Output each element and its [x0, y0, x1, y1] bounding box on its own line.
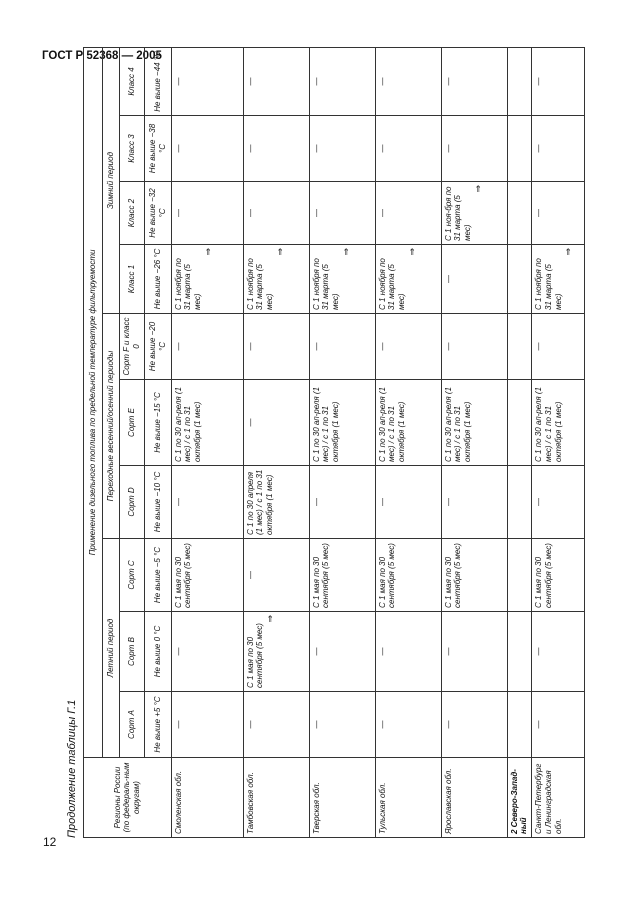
table-row — [375, 47, 441, 837]
fuel-usage-table — [83, 47, 585, 838]
table-cell: — — [532, 466, 585, 539]
continuation-arrow: ⇒ — [563, 248, 574, 256]
table-cell: — — [532, 116, 585, 182]
column-limit-10: Не выше −44 °С — [144, 47, 171, 115]
table-cell: — — [532, 182, 585, 245]
column-limit-1: Не выше +5 °С — [144, 692, 171, 758]
table-cell: — — [375, 612, 441, 692]
table-cell: — — [171, 182, 243, 245]
table-cell: — — [171, 466, 243, 539]
table-cell: — — [441, 47, 507, 115]
table-cell: — — [375, 692, 441, 758]
table-cell: — — [243, 47, 309, 115]
empty-cell — [507, 612, 532, 692]
table-cell: С 1 ноя-бря по 31 марта (5 мес) ⇒ — [441, 182, 507, 245]
table-cell: — — [309, 116, 375, 182]
region-group-row — [507, 47, 532, 837]
table-cell: — — [243, 116, 309, 182]
continuation-arrow: ⇒ — [202, 248, 213, 256]
transition-period-header: Переходные весенний/осенний периоды — [103, 314, 120, 539]
table-cell: С 1 по 30 ап-реля (1 мес) / с 1 по 31 октября (1 мес) — [375, 380, 441, 466]
continuation-arrow: ⇒ — [265, 615, 275, 623]
table-cell: — — [243, 380, 309, 466]
column-name-5: Сорт E — [120, 380, 145, 466]
table-cell: С 1 мая по 30 сентября (5 мес) — [532, 539, 585, 612]
table-cell: — — [309, 47, 375, 115]
column-name-6: Сорт F и класс 0 — [120, 314, 145, 380]
table-cell: С 1 мая по 30 сентября (5 мес) ⇒ — [243, 612, 309, 692]
empty-cell — [507, 380, 532, 466]
table-cell: — — [243, 182, 309, 245]
column-name-9: Класс 3 — [120, 116, 145, 182]
column-limit-5: Не выше −15 °С — [144, 380, 171, 466]
column-limit-3: Не выше −5 °С — [144, 539, 171, 612]
page-number: 12 — [43, 835, 57, 849]
region-column-header: Регионы России (по федераль-ным округам) — [84, 758, 172, 838]
table-cell: С 1 ноября по 31 марта (5 мес) ⇒ — [171, 245, 243, 314]
continuation-arrow: ⇒ — [472, 185, 483, 193]
table-cell: С 1 ноября по 31 марта (5 мес) ⇒ — [375, 245, 441, 314]
column-name-1: Сорт A — [120, 692, 145, 758]
table-cell: С 1 мая по 30 сентября (5 мес) — [171, 539, 243, 612]
table-cell: — — [243, 692, 309, 758]
table-cell: — — [309, 692, 375, 758]
empty-cell — [507, 314, 532, 380]
table-cell: — — [309, 314, 375, 380]
column-limit-4: Не выше −10 °С — [144, 466, 171, 539]
empty-cell — [507, 466, 532, 539]
table-cell: — — [171, 612, 243, 692]
table-row — [532, 47, 585, 837]
table-caption: Продолжение таблицы Г.1 — [66, 699, 78, 838]
table-cell: С 1 ноября по 31 марта (5 мес) ⇒ — [532, 245, 585, 314]
table-cell: С 1 мая по 30 сентября (5 мес) — [375, 539, 441, 612]
table-cell: — — [441, 245, 507, 314]
document-header: ГОСТ Р 52368 — 2005 — [42, 50, 162, 62]
column-name-2: Сорт B — [120, 612, 145, 692]
table-cell: — — [171, 116, 243, 182]
empty-cell — [507, 245, 532, 314]
table-cell: — — [375, 314, 441, 380]
table-cell: — — [243, 539, 309, 612]
table-cell: — — [441, 692, 507, 758]
table-cell: — — [441, 314, 507, 380]
table-row — [243, 47, 309, 837]
column-limit-8: Не выше −32 °С — [144, 182, 171, 245]
column-limit-9: Не выше −38 °С — [144, 116, 171, 182]
table-row — [441, 47, 507, 837]
column-limit-7: Не выше −26 °С — [144, 245, 171, 314]
table-cell: — — [441, 612, 507, 692]
continuation-arrow: ⇒ — [340, 248, 351, 256]
rotated-table-block — [66, 48, 601, 838]
column-name-3: Сорт C — [120, 539, 145, 612]
table-cell: — — [375, 47, 441, 115]
empty-cell — [507, 539, 532, 612]
table-cell: С 1 по 30 апреля (1 мес) / с 1 по 31 октября (1 мес) — [243, 466, 309, 539]
summer-period-header: Летний период — [103, 539, 120, 758]
table-cell: — — [441, 466, 507, 539]
table-cell: — — [309, 182, 375, 245]
table-cell: — — [309, 466, 375, 539]
region-name: Ярославская обл. — [441, 758, 507, 838]
table-cell: С 1 по 30 ап-реля (1 мес) / с 1 по 31 октября (1 мес) — [532, 380, 585, 466]
table-cell: С 1 ноября по 31 марта (5 мес) ⇒ — [309, 245, 375, 314]
table-row — [171, 47, 243, 837]
region-group-label: 2 Северо-Запад-ный — [507, 758, 532, 838]
region-name: Санкт-Петербург и Ленинградская обл. — [532, 758, 585, 838]
table-cell: — — [532, 692, 585, 758]
main-header: Применение дизельного топлива по предельной температуре фильтруемости — [84, 47, 103, 757]
empty-cell — [507, 182, 532, 245]
table-cell: С 1 мая по 30 сентября (5 мес) — [441, 539, 507, 612]
table-cell: — — [375, 466, 441, 539]
column-limit-6: Не выше −20 °С — [144, 314, 171, 380]
region-name: Тверская обл. — [309, 758, 375, 838]
table-cell: — — [375, 116, 441, 182]
column-name-10: Класс 4 — [120, 47, 145, 115]
table-cell: — — [532, 612, 585, 692]
region-name: Смоленская обл. — [171, 758, 243, 838]
table-cell: — — [243, 314, 309, 380]
table-cell: — — [171, 692, 243, 758]
continuation-arrow: ⇒ — [406, 248, 417, 256]
table-cell: — — [171, 47, 243, 115]
column-limit-2: Не выше 0 °С — [144, 612, 171, 692]
empty-cell — [507, 47, 532, 115]
region-name: Тамбовская обл. — [243, 758, 309, 838]
column-name-8: Класс 2 — [120, 182, 145, 245]
column-name-7: Класс 1 — [120, 245, 145, 314]
empty-cell — [507, 116, 532, 182]
table-cell: С 1 по 30 ап-реля (1 мес) / с 1 по 31 октября (1 мес) — [171, 380, 243, 466]
table-cell: — — [532, 47, 585, 115]
table-cell: — — [375, 182, 441, 245]
table-cell: С 1 по 30 ап-реля (1 мес) / с 1 по 31 октября (1 мес) — [441, 380, 507, 466]
table-cell: С 1 по 30 ап-реля (1 мес) / с 1 по 31 октября (1 мес) — [309, 380, 375, 466]
table-cell: — — [441, 116, 507, 182]
column-name-4: Сорт D — [120, 466, 145, 539]
continuation-arrow: ⇒ — [274, 248, 285, 256]
table-cell: — — [532, 314, 585, 380]
table-row — [309, 47, 375, 837]
table-cell: С 1 мая по 30 сентября (5 мес) — [309, 539, 375, 612]
table-cell: С 1 ноября по 31 марта (5 мес) ⇒ — [243, 245, 309, 314]
table-cell: — — [309, 612, 375, 692]
region-name: Тульская обл. — [375, 758, 441, 838]
empty-cell — [507, 692, 532, 758]
winter-period-header: Зимний период — [103, 47, 120, 313]
table-cell: — — [171, 314, 243, 380]
